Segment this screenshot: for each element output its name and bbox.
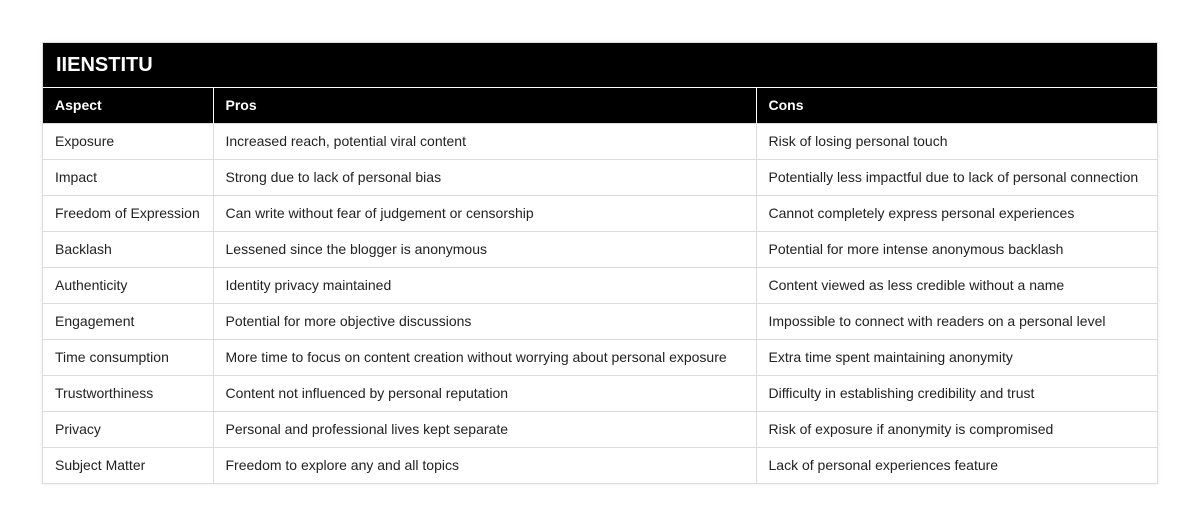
table-title: IIENSTITU	[43, 43, 1157, 88]
table-row	[43, 267, 1157, 303]
cell-pros: Content not influenced by personal reputation	[213, 375, 756, 411]
cell-aspect: Backlash	[43, 231, 213, 267]
table-row	[43, 231, 1157, 267]
cell-pros: Potential for more objective discussions	[213, 303, 756, 339]
header-pros: Pros	[213, 88, 756, 123]
table-header-row	[43, 88, 1157, 123]
table-row	[43, 303, 1157, 339]
cell-cons: Extra time spent maintaining anonymity	[756, 339, 1157, 375]
cell-aspect: Freedom of Expression	[43, 195, 213, 231]
cell-cons: Risk of exposure if anonymity is compromised	[756, 411, 1157, 447]
cell-pros: More time to focus on content creation without worrying about personal exposure	[213, 339, 756, 375]
pros-cons-table	[43, 88, 1157, 483]
cell-pros: Identity privacy maintained	[213, 267, 756, 303]
cell-aspect: Engagement	[43, 303, 213, 339]
header-aspect: Aspect	[43, 88, 213, 123]
cell-cons: Cannot completely express personal experiences	[756, 195, 1157, 231]
cell-aspect: Time consumption	[43, 339, 213, 375]
cell-aspect: Trustworthiness	[43, 375, 213, 411]
cell-aspect: Impact	[43, 159, 213, 195]
cell-cons: Impossible to connect with readers on a personal level	[756, 303, 1157, 339]
table-row	[43, 195, 1157, 231]
table-row	[43, 375, 1157, 411]
cell-cons: Risk of losing personal touch	[756, 123, 1157, 159]
cell-cons: Potential for more intense anonymous backlash	[756, 231, 1157, 267]
cell-pros: Can write without fear of judgement or censorship	[213, 195, 756, 231]
table-row	[43, 123, 1157, 159]
cell-pros: Increased reach, potential viral content	[213, 123, 756, 159]
header-cons: Cons	[756, 88, 1157, 123]
cell-aspect: Exposure	[43, 123, 213, 159]
table-row	[43, 339, 1157, 375]
cell-cons: Lack of personal experiences feature	[756, 447, 1157, 483]
table-row	[43, 159, 1157, 195]
cell-aspect: Subject Matter	[43, 447, 213, 483]
comparison-table-container	[42, 42, 1158, 484]
cell-pros: Personal and professional lives kept separate	[213, 411, 756, 447]
cell-pros: Lessened since the blogger is anonymous	[213, 231, 756, 267]
cell-aspect: Authenticity	[43, 267, 213, 303]
table-row	[43, 411, 1157, 447]
cell-aspect: Privacy	[43, 411, 213, 447]
cell-cons: Content viewed as less credible without a name	[756, 267, 1157, 303]
cell-pros: Freedom to explore any and all topics	[213, 447, 756, 483]
table-row	[43, 447, 1157, 483]
cell-pros: Strong due to lack of personal bias	[213, 159, 756, 195]
cell-cons: Potentially less impactful due to lack of personal connection	[756, 159, 1157, 195]
cell-cons: Difficulty in establishing credibility and trust	[756, 375, 1157, 411]
